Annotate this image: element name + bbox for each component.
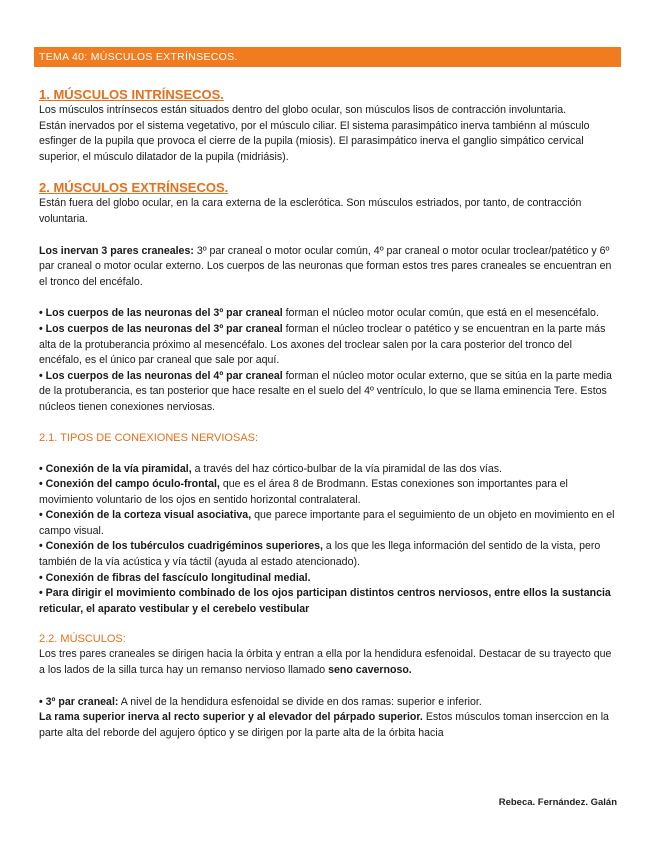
list-item [39, 508, 617, 539]
text: Estos músculos toman inserccion en la parte alta del reborde del agujero óptico y se dirigen por la parte alta de la órbita hacia [39, 711, 609, 739]
list-item [39, 322, 617, 369]
bold-text: • Conexión de la vía piramidal, [39, 462, 192, 475]
text: 3º par craneal o motor ocular común, 4º par craneal o motor ocular troclear/patético y 6º par craneal o motor ocular externo. Los cuerpos de las neuronas que forman estos tres pares craneales se encuentran en el tronco del encéfalo. [39, 244, 612, 288]
paragraph: Están fuera del globo ocular, en la cara externa de la esclerótica. Son músculos estriados, por tanto, de contracción voluntaria. [39, 197, 582, 225]
text: forman el núcleo troclear o patético y se encuentran en la parte más alta de la protuberancia próximo al mesencéfalo. Los axones del troclear salen por la cara posterior del tronco del encéfalo, es el único par craneal que sale por aquí. [39, 322, 606, 367]
heading-conexiones: 2.1. TIPOS DE CONEXIONES NERVIOSAS: [39, 431, 259, 444]
text: A nivel de la hendidura esfenoidal se divide en dos ramas: superior e inferior. [118, 695, 482, 708]
bold-text: • Los cuerpos de las neuronas del 3º par craneal [39, 307, 283, 320]
footer-author: Rebeca. Fernández. Galán [498, 797, 617, 808]
list-item [39, 369, 617, 416]
text: Los tres pares craneales se dirigen hacia la órbita y entran a ella por la hendidura esfenoidal. Destacar de su trayecto que a los lados de la silla turca hay un remanso nervioso llamado [39, 648, 612, 677]
document-body [39, 86, 617, 741]
text: forman el núcleo motor ocular externo, que se sitúa en la parte media de la protuberancia, es tan posterior que hace resalte en el suelo del 4º ventrículo, lo que se llama eminencia Tere. Estos núcleos tienen conexiones nerviosas. [39, 369, 612, 413]
bold-text: • Conexión de la corteza visual asociativa, [39, 509, 252, 522]
bold-text: seno cavernoso. [328, 664, 412, 677]
list-item [39, 586, 617, 617]
list-item [39, 477, 617, 508]
list-item [39, 462, 617, 478]
text: forman el núcleo motor ocular común, que está en el mesencéfalo. [282, 307, 599, 320]
text: que es el área 8 de Brodmann. Estas conexiones son importantes para el movimiento voluntario de los ojos en sentido horizontal contralateral. [39, 478, 568, 506]
bold-text: • Los cuerpos de las neuronas del 4º par craneal [39, 369, 283, 382]
bold-text: • Conexión del campo óculo-frontal, [39, 478, 220, 491]
paragraph [39, 244, 617, 291]
bold-text: La rama superior inerva al recto superior y al elevador del párpado superior. [39, 711, 423, 724]
paragraph [39, 647, 617, 678]
text: a través del haz córtico-bulbar de la vía piramidal de las dos vías. [191, 462, 502, 475]
heading-extrinsecos: 2. MÚSCULOS EXTRÍNSECOS. [39, 180, 229, 196]
section-title-bar [34, 47, 621, 67]
text: que parece importante para el seguimiento de un objeto en movimiento en el campo visual. [39, 509, 615, 537]
bold-text: • 3º par craneal: [39, 695, 119, 708]
paragraph: Los músculos intrínsecos están situados dentro del globo ocular, son músculos lisos de contracción involuntaria. [39, 104, 567, 116]
bold-text: • Para dirigir el movimiento combinado de los ojos participan distintos centros nerviosos, entre ellos la sustancia reticular, el aparato vestibular y el cerebelo vestibular [39, 587, 611, 615]
text: a los que les llega información del sentido de la vista, pero también de la vía acústica y vía táctil (ayuda al estado atencionado). [39, 540, 601, 569]
list-item [39, 539, 617, 570]
bold-text: Los inervan 3 pares craneales: [39, 244, 194, 257]
heading-intrinsecos: 1. MÚSCULOS INTRÍNSECOS. [39, 87, 224, 102]
bold-text: • Los cuerpos de las neuronas del 3º par craneal [39, 322, 283, 335]
heading-musculos: 2.2. MÚSCULOS: [39, 633, 126, 646]
paragraph: Están inervados por el sistema vegetativo, por el músculo ciliar. El sistema parasimpático inerva tambiénn al músculo esfinger de la pupila que provoca el cierre de la pupila (miosis). El parasimpático inerva el ganglio simpático cervical superior, el músculo dilatador de la pupila (midriásis). [39, 119, 590, 163]
list-item [39, 306, 617, 322]
list-item [39, 695, 617, 711]
document-title: TEMA 40: MÚSCULOS EXTRÍNSECOS. [39, 51, 238, 63]
list-item [39, 571, 617, 587]
bold-text: • Conexión de fibras del fascículo longitudinal medial. [39, 571, 311, 584]
paragraph [39, 710, 617, 741]
bold-text: • Conexión de los tubérculos cuadrigéminos superiores, [39, 540, 323, 553]
